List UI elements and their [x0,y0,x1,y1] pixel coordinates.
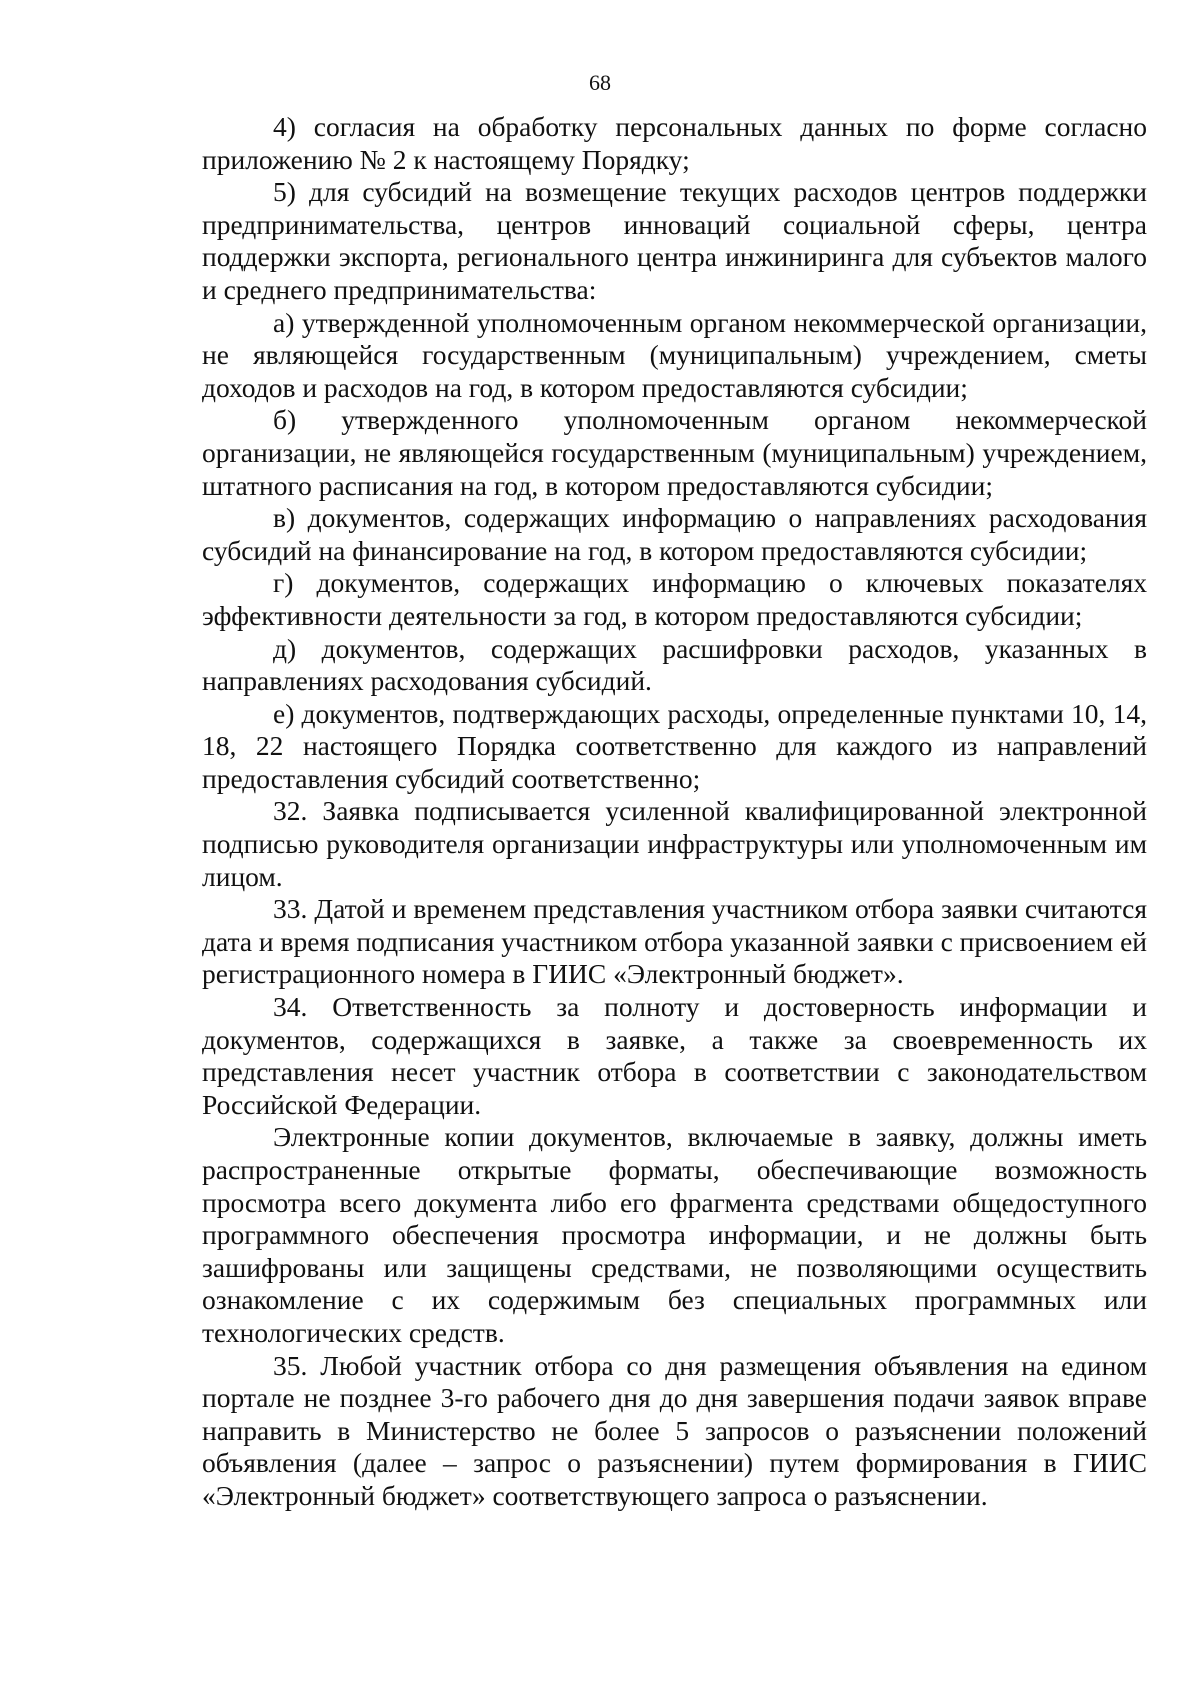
paragraph-35-clarification-requests: 35. Любой участник отбора со дня размещения объявления на едином портале не позднее 3-го рабочего дня до дня завершения подачи заявок вправе направить в Министерство не более 5 запросов о разъяснении положений объявления (далее – запрос о разъяснении) путем формирования в ГИИС «Электронный бюджет» соответствующего запроса о разъяснении. [202,1349,1147,1511]
paragraph-current-expenses-subsidies: 5) для субсидий на возмещение текущих расходов центров поддержки предпринимательства, центров инноваций социальной сферы, центра поддержки экспорта, регионального центра инжиниринга для субъектов малого и среднего предпринимательства: [202,176,1147,305]
paragraph-33-submission-date: 33. Датой и временем представления участником отбора заявки считаются дата и время подписания участником отбора указанной заявки с присвоением ей регистрационного номера в ГИИС «Электронный бюджет». [202,893,1147,990]
paragraph-item-g-key-indicators: г) документов, содержащих информацию о ключевых показателях эффективности деятельности за год, в котором предоставляются субсидии; [202,567,1147,631]
paragraph-electronic-copies: Электронные копии документов, включаемые в заявку, должны иметь распространенные открытые форматы, обеспечивающие возможность просмотра всего документа либо его фрагмента средствами общедоступного программного обеспечения просмотра информации, и не должны быть зашифрованы или защищены средствами, не позволяющими осуществить ознакомление с их содержимым без специальных программных или технологических средств. [202,1121,1147,1348]
paragraph-item-a-budget-estimate: а) утвержденной уполномоченным органом некоммерческой организации, не являющейся государственным (муниципальным) учреждением, сметы доходов и расходов на год, в котором предоставляются субсидии; [202,306,1147,403]
paragraph-item-e-supporting-documents: е) документов, подтверждающих расходы, определенные пунктами 10, 14, 18, 22 настоящего Порядка соответственно для каждого из направлений предоставления субсидий соответственно; [202,697,1147,794]
page-number: 68 [589,70,611,95]
paragraph-item-v-spending-directions: в) документов, содержащих информацию о направлениях расходования субсидий на финансирование на год, в котором предоставляются субсидии; [202,502,1147,566]
paragraph-item-d-expense-breakdown: д) документов, содержащих расшифровки расходов, указанных в направлениях расходования субсидий. [202,632,1147,697]
paragraph-32-signature: 32. Заявка подписывается усиленной квалифицированной электронной подписью руководителя организации инфраструктуры или уполномоченным им лицом. [202,795,1147,892]
paragraph-34-responsibility: 34. Ответственность за полноту и достоверность информации и документов, содержащихся в заявке, а также за своевременность их представления несет участник отбора в соответствии с законодательством Российской Федерации. [202,991,1147,1120]
paragraph-consent-personal-data: 4) согласия на обработку персональных данных по форме согласно приложению № 2 к настоящему Порядку; [202,111,1147,175]
document-body [202,111,1147,1513]
paragraph-item-b-staff-schedule: б) утвержденного уполномоченным органом некоммерческой организации, не являющейся государственным (муниципальным) учреждением, штатного расписания на год, в котором предоставляются субсидии; [202,404,1147,501]
